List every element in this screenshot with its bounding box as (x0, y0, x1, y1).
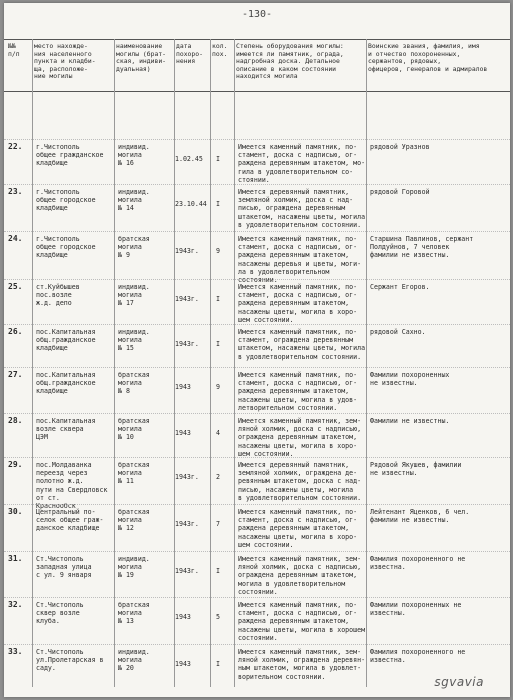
grave-condition: Имеется каменный памятник, по- стамент, доска с надписью, ог- раждена деревянным штакетом, мо- гила в удовлетворительном со- стоянии. (238, 143, 366, 184)
grave-type: индивид. могила № 15 (118, 328, 150, 353)
header-condition: Степень оборудования могилы: имеется ли памятник, ограда, надгробная доска. Детальное описание в каком состоянии находится могила (236, 42, 344, 81)
header-bottom-rule (4, 91, 510, 92)
grave-condition: Имеется каменный памятник, по- стамент, доска с надписью, ог- раждена деревянным штакетом, насажены цветы, могила в удов- летворительном состоянии. (238, 371, 358, 412)
grave-condition: Имеется каменный памятник, зем- ляной холмик, доска с надписью, ограждена деревянным штакетом, могила в удовлетворительном состоянии. (238, 555, 362, 596)
buried-names: Фамилии не известны. (370, 417, 450, 425)
buried-names: рядовой Горовой (370, 188, 430, 196)
burial-date: 1943 (175, 429, 191, 437)
header-grave-type: наименование могилы (брат- ская, индиви- дуальная) (116, 42, 167, 73)
buried-count: 5 (216, 613, 220, 621)
header-num: №№ п/п (8, 42, 20, 58)
header-names: Воинские звания, фамилия, имя и отчество похороненных, сержантов, рядовых, офицеров, генералов и адмиралов (368, 42, 488, 73)
burial-location: ст.Куйбышев пос.возле ж.д. депо (36, 283, 80, 308)
page-number: -130- (241, 9, 273, 20)
buried-names: Фамилия похороненного не известна. (370, 648, 466, 665)
row-separator (4, 413, 510, 414)
watermark: sgvavia (434, 675, 484, 689)
row-separator (4, 279, 510, 280)
burial-location: Центральный по- селок общее граж- данское кладбище (36, 508, 104, 533)
row-number: 27. (8, 370, 23, 379)
buried-count: I (216, 155, 220, 163)
document-page (4, 3, 510, 697)
buried-names: Рядовой Якушев, фамилии не известны. (370, 461, 462, 478)
row-number: 31. (8, 554, 23, 563)
row-separator (4, 551, 510, 552)
grave-condition: Имеется каменный памятник, зем- ляной холмик, доска с надписью, ограждена деревянным штакетом, насажены цветы, могила в хоро- шем состоянии. (238, 417, 362, 458)
burial-date: 23.10.44 (175, 200, 207, 208)
buried-names: рядовой Сахно. (370, 328, 426, 336)
grave-type: братская могила № 13 (118, 601, 150, 626)
row-number: 22. (8, 142, 23, 151)
row-separator (4, 597, 510, 598)
burial-location: пос.Капитальная общ.гражданское кладбище (36, 328, 96, 353)
burial-date: 1943 (175, 613, 191, 621)
header-top-rule (4, 39, 510, 40)
row-separator (4, 504, 510, 505)
burial-date: 1943г. (175, 340, 199, 348)
grave-condition: Имеется каменный памятник, зем- ляной холмик, ограждена деревян- ным штакетом, могила в удовлет- ворительном состоянии. (238, 648, 366, 681)
burial-date: 1943г. (175, 473, 199, 481)
header-location: место нахожде- ния населенного пункта и кладби- ща, расположе- ние могилы (34, 42, 96, 81)
row-number: 33. (8, 647, 23, 656)
grave-type: индивид. могила № 19 (118, 555, 150, 580)
grave-type: индивид. могила № 16 (118, 143, 150, 168)
row-separator (4, 644, 510, 645)
burial-location: г.Чистополь общее городское кладбище (36, 235, 96, 260)
burial-date: 1943 (175, 383, 191, 391)
row-separator (4, 184, 510, 185)
burial-location: г.Чистополь общее гражданское кладбище (36, 143, 104, 168)
row-separator (4, 231, 510, 232)
header-date: дата похоро- нения (176, 42, 203, 66)
buried-count: I (216, 295, 220, 303)
burial-date: 1943г. (175, 295, 199, 303)
buried-names: Фамилия похороненного не известна. (370, 555, 466, 572)
header-buried-count: кол. пох. (212, 42, 228, 58)
buried-count: I (216, 567, 220, 575)
column-divider (210, 39, 211, 687)
burial-location: пос.Капитальная возле сквера ЦЭМ (36, 417, 96, 442)
buried-names: Фамилии похороненных не известны. (370, 601, 462, 618)
row-number: 29. (8, 460, 23, 469)
grave-type: индивид. могила № 14 (118, 188, 150, 213)
grave-condition: Имеется каменный памятник, по- стамент, доска с надписью, ог- раждена деревянным штакетом, насажены цветы, могила в хорошем состоянии. (238, 601, 366, 642)
grave-condition: Имеется каменный памятник, по- стамент, доска с надписью, ог- раждена деревянным штакетом, насажены цветы, могила в хоро- шем состоянии. (238, 283, 358, 324)
column-divider (32, 39, 33, 687)
buried-count: I (216, 660, 220, 668)
burial-location: Ст.Чистополь ул.Пролетарская в саду. (36, 648, 104, 673)
grave-condition: Имеется каменный памятник, по- стамент, ограждена деревянным штакетом, насажены цветы, могила в удовлетворительном состоянии. (238, 328, 366, 361)
burial-date: 1943 (175, 660, 191, 668)
buried-names: Сержант Егоров. (370, 283, 430, 291)
grave-condition: Имеется каменный памятник, по- стамент, доска с надписью, ог- раждена деревянным штакетом, насажены цветы, могила в хоро- шем состоянии. (238, 508, 358, 549)
burial-date: 1943г. (175, 567, 199, 575)
grave-type: братская могила № 11 (118, 461, 150, 486)
row-number: 26. (8, 327, 23, 336)
buried-count: 9 (216, 247, 220, 255)
buried-count: 9 (216, 383, 220, 391)
buried-names: Лейтенант Яценков, 6 чел. фамилии не известны. (370, 508, 470, 525)
grave-type: братская могила № 10 (118, 417, 150, 442)
row-number: 25. (8, 282, 23, 291)
buried-names: рядовой Уразнов (370, 143, 430, 151)
burial-location: пос.Молдаванка переезд через полотно ж.д. пути на Свердловск от ст. Краснообск (36, 461, 108, 511)
buried-count: 7 (216, 520, 220, 528)
grave-type: братская могила № 12 (118, 508, 150, 533)
buried-count: 4 (216, 429, 220, 437)
column-divider (234, 39, 235, 687)
column-divider (174, 39, 175, 687)
row-separator (4, 367, 510, 368)
grave-condition: Имеется деревянный памятник, земляной холмик, доска с над- писью, ограждена деревянным штакетом, насажены цветы, могила в удовлетворительном состоянии. (238, 188, 366, 229)
grave-condition: Имеется каменный памятник, по- стамент, доска с надписью, ог- раждена деревянным штакетом, насажены деревья и цветы, моги- ла в удовлетворительном состоянии. (238, 235, 362, 285)
buried-count: 2 (216, 473, 220, 481)
grave-type: братская могила № 8 (118, 371, 150, 396)
row-separator (4, 139, 510, 140)
burial-date: 1943г. (175, 247, 199, 255)
column-divider (114, 39, 115, 687)
column-divider (366, 39, 367, 687)
row-separator (4, 324, 510, 325)
burial-location: Ст.Чистополь сквер возле клуба. (36, 601, 84, 626)
burial-location: Ст.Чистополь западная улица с ул. 9 января (36, 555, 92, 580)
burial-location: пос.Капитальная общ.гражданское кладбище (36, 371, 96, 396)
burial-date: 1943г. (175, 520, 199, 528)
grave-condition: Имеется деревянный памятник, земляной холмик, ограждена де- ревянным штакетом, доска с над- писью, насажены цветы, могила в удовлетворительном состоянии. (238, 461, 362, 502)
row-number: 32. (8, 600, 23, 609)
row-number: 30. (8, 507, 23, 516)
buried-count: I (216, 340, 220, 348)
burial-date: 1.02.45 (175, 155, 203, 163)
buried-count: I (216, 200, 220, 208)
row-number: 24. (8, 234, 23, 243)
grave-type: братская могила № 9 (118, 235, 150, 260)
row-separator (4, 457, 510, 458)
buried-names: Старшина Павлинов, сержант Полдуйнов, 7 человек фамилии не известны. (370, 235, 474, 260)
row-number: 28. (8, 416, 23, 425)
grave-type: индивид. могила № 17 (118, 283, 150, 308)
grave-type: индивид. могила № 20 (118, 648, 150, 673)
row-number: 23. (8, 187, 23, 196)
buried-names: Фамилии похороненных не известны. (370, 371, 450, 388)
burial-location: г.Чистополь общее городское кладбище (36, 188, 96, 213)
